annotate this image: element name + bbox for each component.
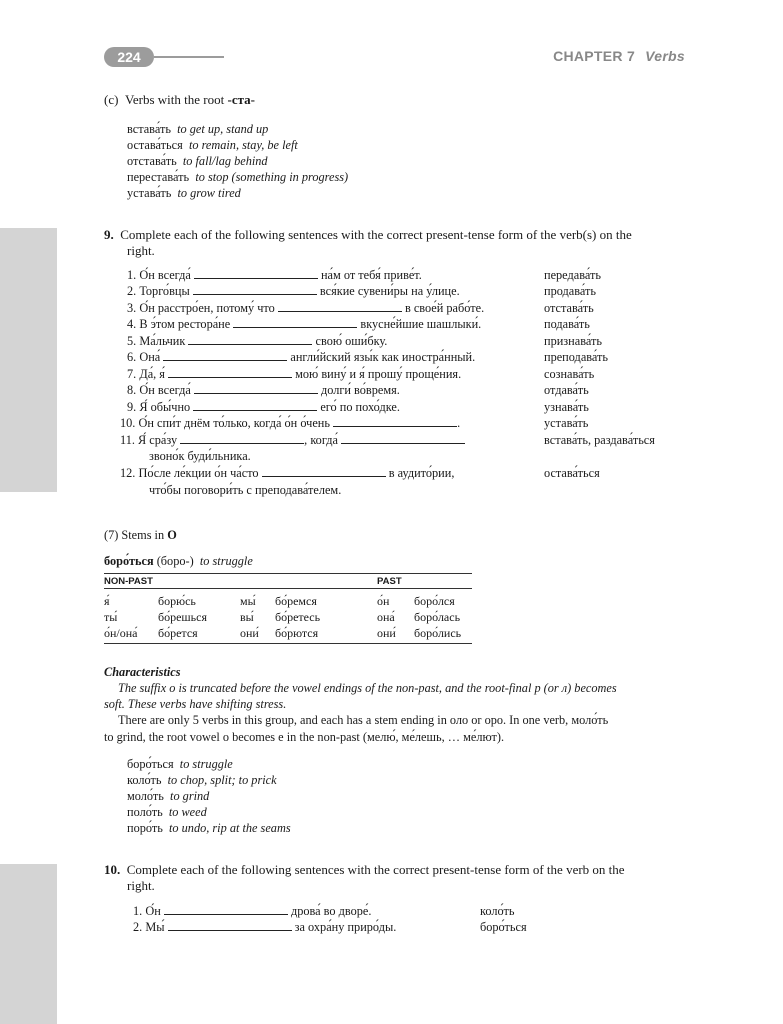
exercise-verb: узнава́ть xyxy=(544,400,589,414)
exercise-item: 2. Торго́вцы вся́кие сувени́ры на у́лице. xyxy=(127,284,460,298)
running-head xyxy=(553,48,685,64)
answer-blank[interactable] xyxy=(188,333,312,345)
exercise-9-instruction: 9. Complete each of the following sentences with the correct present-tense form of the verb(s) on the xyxy=(104,227,632,242)
answer-blank[interactable] xyxy=(262,465,386,477)
exercise-verb: подава́ть xyxy=(544,317,590,331)
section-7-verb-list xyxy=(127,756,291,836)
answer-blank[interactable] xyxy=(333,415,457,427)
chapter-label: CHAPTER 7 xyxy=(553,48,636,64)
characteristics-line: There are only 5 verbs in this group, and each has a stem ending in оло or оро. In one verb, моло́ть xyxy=(118,713,609,727)
exercise-10-instruction: 10. Complete each of the following sentences with the correct present-tense form of the verb on the xyxy=(104,862,625,877)
characteristics-line: to grind, the root vowel о becomes е in the non-past (мелю́, ме́лешь, … ме́лют). xyxy=(104,730,505,744)
exercise-10-instruction-cont: right. xyxy=(127,878,155,893)
exercise-item: 10. О́н спи́т днём то́лько, когда́ о́н о́чень . xyxy=(120,416,461,430)
answer-blank[interactable] xyxy=(164,903,288,915)
answer-blank[interactable] xyxy=(168,919,292,931)
exercise-verb: остава́ться xyxy=(544,466,600,480)
exercise-verb: продава́ть xyxy=(544,284,597,298)
table-row: о́н/она́ бо́рется они́ бо́рются они́ боро́лись xyxy=(104,625,472,644)
conjugation-table xyxy=(104,573,472,644)
answer-blank[interactable] xyxy=(180,432,304,444)
answer-blank[interactable] xyxy=(168,366,292,378)
page-number-rule xyxy=(154,56,224,58)
exercise-item: 9. Я́ обы́чно его́ по похо́дке. xyxy=(127,400,400,414)
side-tab-upper xyxy=(0,228,57,492)
exercise-item: 1. О́н всегда́ на́м от тебя́ приве́т. xyxy=(127,268,422,282)
non-past-header: NON-PAST xyxy=(104,574,377,589)
characteristics-line: The suffix о is truncated before the vowel endings of the non-past, and the root-final р (or л) becomes xyxy=(118,681,617,695)
answer-blank[interactable] xyxy=(163,349,287,361)
section-7-heading: (7) Stems in О xyxy=(104,528,177,542)
exercise-verb: встава́ть, раздава́ться xyxy=(544,433,655,447)
exercise-verb: отдава́ть xyxy=(544,383,589,397)
answer-blank[interactable] xyxy=(193,399,317,411)
exercise-verb: боро́ться xyxy=(480,920,527,934)
exercise-item-continuation: звоно́к буди́льника. xyxy=(149,449,251,463)
exercise-item: 2. Мы́ за охра́ну приро́ды. xyxy=(133,920,397,934)
verb-entry: встава́ть to get up, stand up xyxy=(127,122,269,136)
exercise-verb: преподава́ть xyxy=(544,350,609,364)
exercise-item: 6. Она́ англи́йский язы́к как иностра́нный. xyxy=(127,350,476,364)
section-c-heading: (c) Verbs with the root -ста- xyxy=(104,92,255,107)
exercise-verb: отстава́ть xyxy=(544,301,594,315)
verb-entry: моло́ть to grind xyxy=(127,789,210,803)
answer-blank[interactable] xyxy=(233,316,357,328)
verb-entry: поро́ть to undo, rip at the seams xyxy=(127,821,291,835)
exercise-verb: устава́ть xyxy=(544,416,589,430)
verb-entry: остава́ться to remain, stay, be left xyxy=(127,138,298,152)
verb-entry: устава́ть to grow tired xyxy=(127,186,241,200)
side-tab-lower xyxy=(0,864,57,1024)
answer-blank[interactable] xyxy=(193,283,317,295)
exercise-9-instruction-cont: right. xyxy=(127,243,155,258)
exercise-item: 11. Я́ сра́зу , когда́ xyxy=(120,432,465,448)
verb-entry: перестава́ть to stop (something in progress) xyxy=(127,170,349,184)
section-7-example: боро́ться (боро-) to struggle xyxy=(104,554,253,568)
exercise-item: 4. В э́том рестора́не вкусне́йшие шашлыки́. xyxy=(127,317,482,331)
table-header-row xyxy=(104,574,472,589)
exercise-verb: сознава́ть xyxy=(544,367,595,381)
page-number: 224 xyxy=(104,47,154,67)
table-row: я́ борю́сь мы́ бо́ремся о́н боро́лся xyxy=(104,593,455,608)
exercise-verb: признава́ть xyxy=(544,334,602,348)
verb-entry: поло́ть to weed xyxy=(127,805,207,819)
section-c-verb-list xyxy=(127,121,348,201)
answer-blank[interactable] xyxy=(194,267,318,279)
exercise-item: 8. О́н всегда́ долги́ во́время. xyxy=(127,383,400,397)
characteristics-heading: Characteristics xyxy=(104,665,181,679)
characteristics-line: soft. These verbs have shifting stress. xyxy=(104,697,287,711)
past-header: PAST xyxy=(377,574,472,589)
exercise-item: 3. О́н расстро́ен, потому́ что в свое́й рабо́те. xyxy=(127,301,485,315)
exercise-item: 1. О́н дрова́ во дворе́. xyxy=(133,904,372,918)
verb-entry: коло́ть to chop, split; to prick xyxy=(127,773,277,787)
exercise-verb: коло́ть xyxy=(480,904,515,918)
exercise-item-continuation: что́бы поговори́ть с преподава́телем. xyxy=(149,483,342,497)
answer-blank[interactable] xyxy=(194,382,318,394)
exercise-item: 12. По́сле ле́кции о́н ча́сто в аудито́рии, xyxy=(120,466,455,480)
table-row: ты́ бо́решься вы́ бо́ретесь она́ боро́лась xyxy=(104,609,461,624)
answer-blank[interactable] xyxy=(341,432,465,444)
verb-entry: боро́ться to struggle xyxy=(127,757,233,771)
chapter-title: Verbs xyxy=(645,48,685,64)
exercise-item: 7. Да́, я́ мою́ вину́ и я́ прошу́ проще́ния. xyxy=(127,367,462,381)
exercise-item: 5. Ма́льчик свою́ оши́бку. xyxy=(127,334,388,348)
exercise-verb: передава́ть xyxy=(544,268,601,282)
answer-blank[interactable] xyxy=(278,300,402,312)
verb-entry: отстава́ть to fall/lag behind xyxy=(127,154,268,168)
